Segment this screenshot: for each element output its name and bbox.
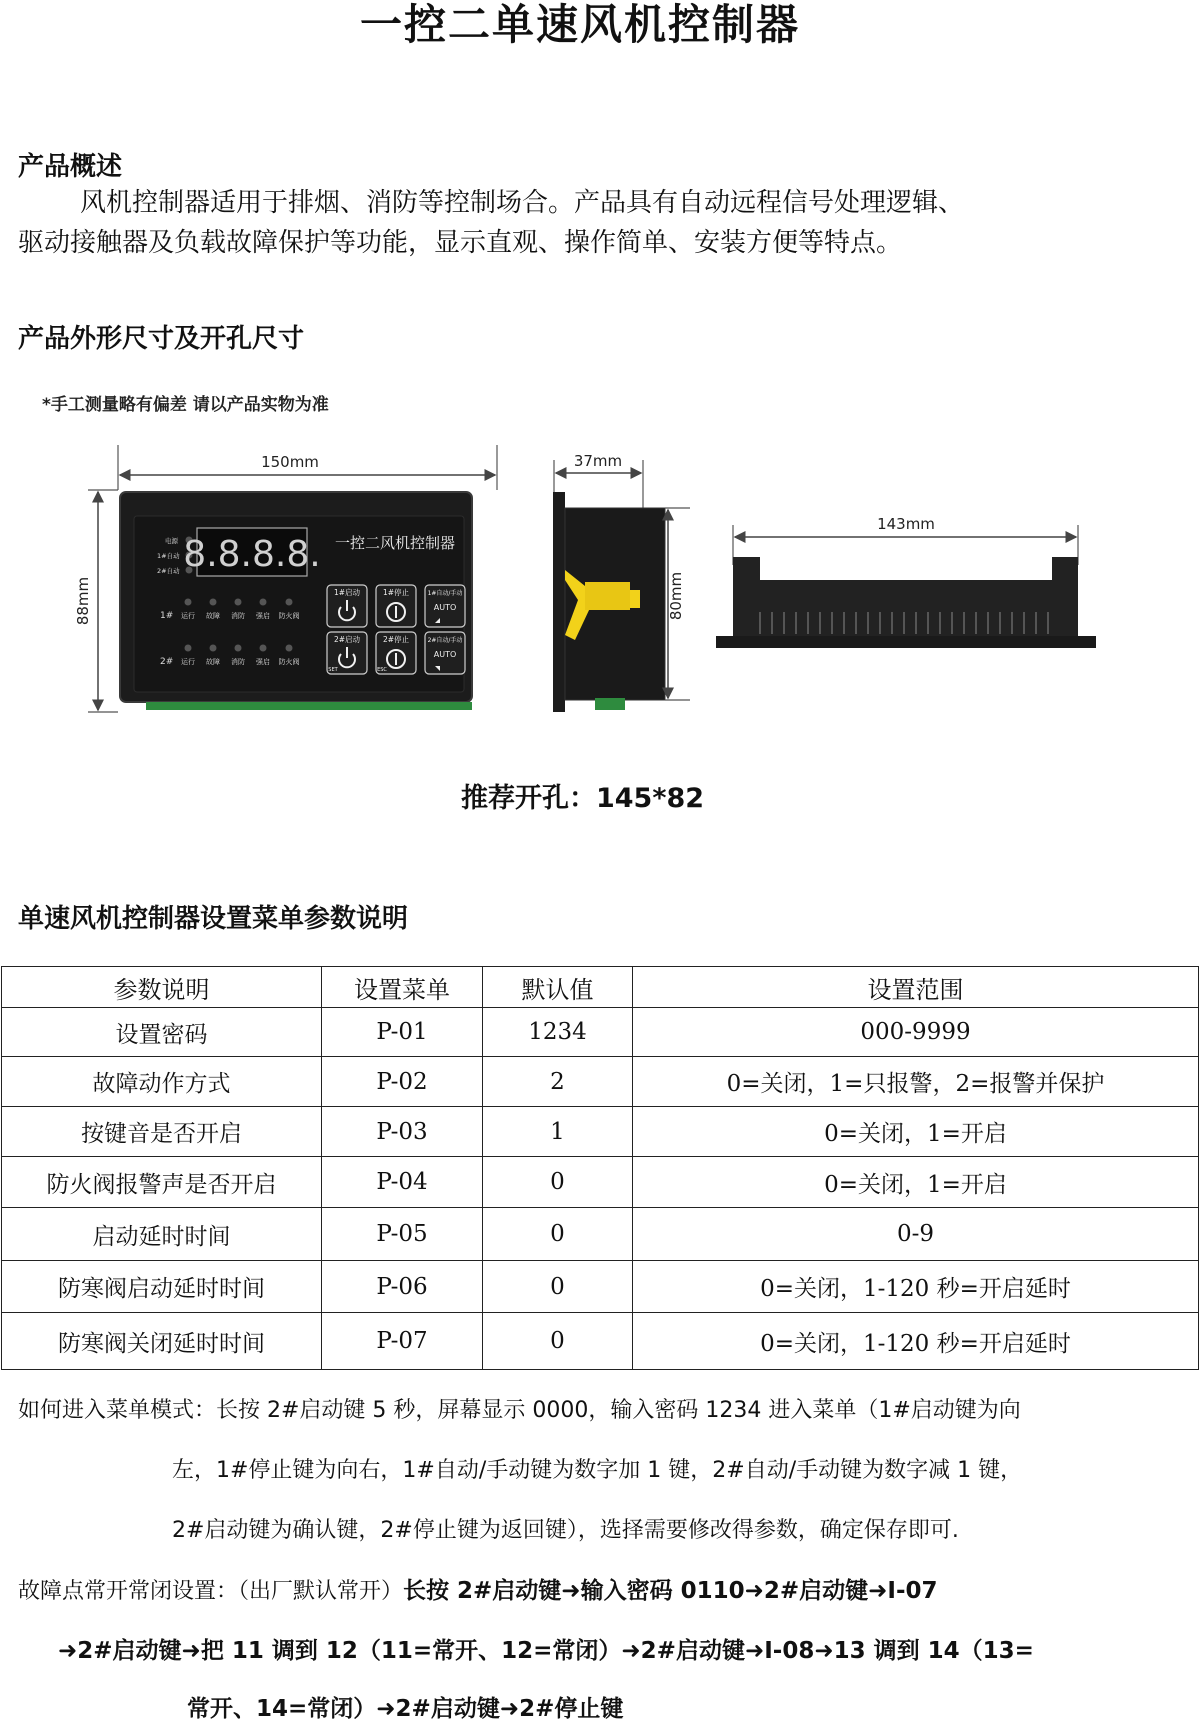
- overview-paragraph: [18, 183, 1158, 263]
- svg-text:1#自动/手动: 1#自动/手动: [427, 590, 463, 597]
- fault-setting-line-2: ➜2#启动键➜把 11 调到 12（11=常开、12=常闭）➜2#启动键➜I-08➜13 调到 14（13=: [58, 1638, 1034, 1664]
- column-header: 参数说明: [2, 967, 322, 1008]
- dimensions-heading: 产品外形尺寸及开孔尺寸: [18, 324, 305, 354]
- table-row: 防火阀报警声是否开启 P-04 0 0=关闭，1=开启: [2, 1157, 1199, 1208]
- table-header-row: [2, 967, 1199, 1008]
- svg-text:1#启动: 1#启动: [333, 588, 361, 597]
- parameter-table: [1, 966, 1199, 1370]
- column-header: 设置菜单: [322, 967, 483, 1008]
- svg-text:2#启动: 2#启动: [333, 635, 361, 644]
- side-view-depth-dimension: [554, 452, 643, 510]
- svg-text:运行: 运行: [181, 658, 195, 666]
- fault-setting-prefix: 故障点常开常闭设置：（出厂默认常开）: [18, 1579, 404, 1604]
- menu-mode-line-2: 左，1#停止键为向右，1#自动/手动键为数字加 1 键，2#自动/手动键为数字减 1 键，: [172, 1458, 1023, 1483]
- svg-text:2#停止: 2#停止: [382, 635, 410, 644]
- overview-line-2: 驱动接触器及负载故障保护等功能，显示直观、操作简单、安装方便等特点。: [18, 228, 903, 258]
- page-title: 一控二单速风机控制器: [359, 0, 800, 49]
- svg-text:防火阀: 防火阀: [278, 612, 300, 620]
- column-header: 默认值: [483, 967, 633, 1008]
- column-header: 设置范围: [633, 967, 1199, 1008]
- bottom-width-dimension: [733, 515, 1078, 565]
- measurement-note: *手工测量略有偏差 请以产品实物为准: [42, 395, 329, 415]
- table-row: 启动延时时间 P-05 0 0-9: [2, 1208, 1199, 1261]
- svg-text:故障: 故障: [206, 612, 220, 620]
- svg-text:强启: 强启: [256, 658, 270, 666]
- recommended-cutout: 推荐开孔：145*82: [460, 783, 705, 814]
- svg-text:AUTO: AUTO: [433, 603, 457, 612]
- svg-text:ESC: ESC: [377, 667, 387, 673]
- svg-text:故障: 故障: [206, 658, 220, 666]
- svg-text:运行: 运行: [181, 612, 195, 620]
- front-width-dimension: [118, 445, 497, 490]
- menu-mode-line-3: 2#启动键为确认键，2#停止键为返回键），选择需要修改得参数，确定保存即可.: [172, 1518, 959, 1543]
- table-row: 防寒阀启动延时时间 P-06 0 0=关闭，1-120 秒=开启延时: [2, 1261, 1199, 1313]
- svg-text:消防: 消防: [231, 658, 245, 666]
- fault-setting-steps: 长按 2#启动键➜输入密码 0110➜2#启动键➜I-07: [403, 1578, 938, 1604]
- indicator-auto2-label: 2#自动: [157, 567, 180, 575]
- svg-text:强启: 强启: [256, 612, 270, 620]
- menu-mode-line-1: 如何进入菜单模式：长按 2#启动键 5 秒，屏幕显示 0000，输入密码 1234 进入菜单（1#启动键为向: [18, 1398, 1021, 1423]
- device-bottom-view: [716, 557, 1096, 648]
- menu-heading: 单速风机控制器设置菜单参数说明: [18, 904, 409, 934]
- svg-text:1#停止: 1#停止: [382, 588, 410, 597]
- svg-text:2#自动/手动: 2#自动/手动: [427, 637, 463, 644]
- row2-label: 2#: [160, 657, 174, 667]
- table-row: 设置密码 P-01 1234 000-9999: [2, 1008, 1199, 1057]
- width-label: 150mm: [261, 453, 319, 471]
- svg-text:消防: 消防: [231, 612, 245, 620]
- indicator-auto1-label: 1#自动: [157, 552, 180, 560]
- side-height-dimension: [665, 508, 690, 700]
- bottom-width-label: 143mm: [877, 515, 935, 533]
- panel-title: 一控二风机控制器: [334, 534, 456, 552]
- svg-text:防火阀: 防火阀: [278, 658, 300, 666]
- fault-setting-line-1: [18, 1572, 938, 1605]
- svg-text:AUTO: AUTO: [433, 650, 457, 659]
- depth-label: 37mm: [573, 452, 623, 470]
- row1-label: 1#: [160, 611, 174, 621]
- svg-text:SET: SET: [328, 667, 338, 673]
- dimension-drawings: [0, 440, 1200, 750]
- table-row: 按键音是否开启 P-03 1 0=关闭，1=开启: [2, 1107, 1199, 1157]
- front-height-dimension: [74, 490, 118, 712]
- table-row: 防寒阀关闭延时时间 P-07 0 0=关闭，1-120 秒=开启延时: [2, 1313, 1199, 1370]
- device-front-view: [120, 492, 472, 710]
- overview-heading: 产品概述: [18, 152, 123, 182]
- height-label: 88mm: [74, 576, 92, 626]
- segment-display: 8.8.8.8.: [183, 534, 321, 575]
- side-height-label: 80mm: [667, 571, 685, 621]
- fault-setting-line-3: 常开、14=常闭）➜2#启动键➜2#停止键: [187, 1696, 624, 1722]
- table-row: 故障动作方式 P-02 2 0=关闭，1=只报警，2=报警并保护: [2, 1057, 1199, 1107]
- indicator-power-label: 电源: [165, 537, 178, 545]
- overview-line-1: 风机控制器适用于排烟、消防等控制场合。产品具有自动远程信号处理逻辑、: [80, 188, 965, 218]
- device-side-view: [553, 492, 665, 712]
